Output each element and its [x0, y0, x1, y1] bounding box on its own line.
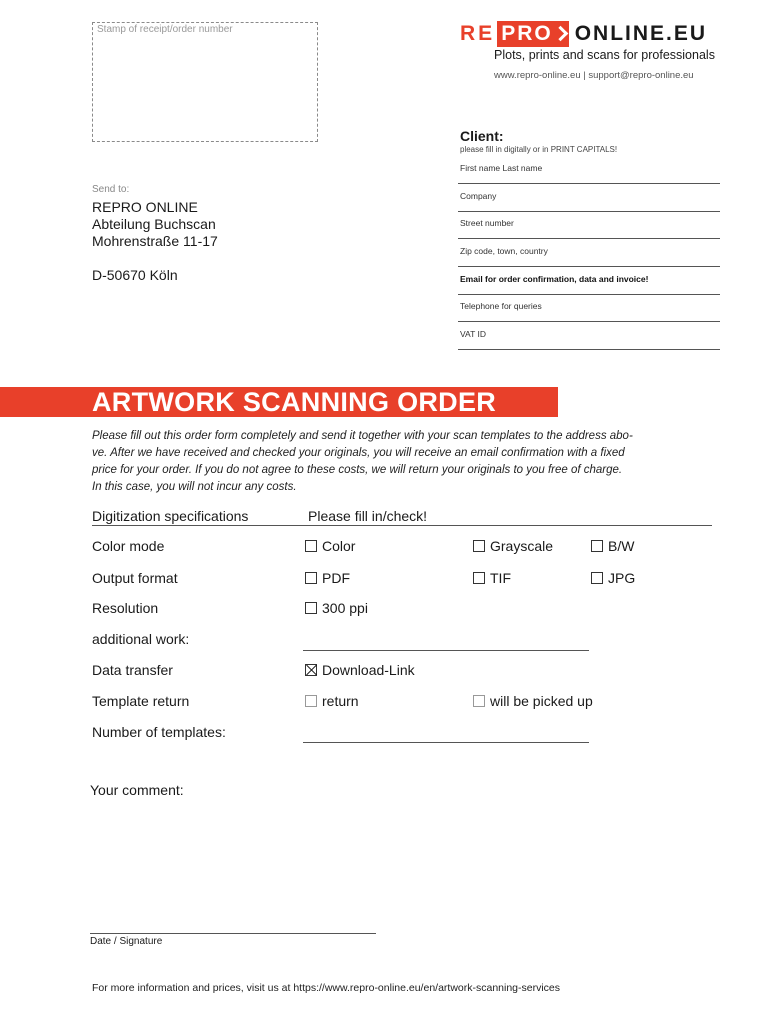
- repro-online-logo: [460, 20, 707, 48]
- sendto-label: Send to:: [92, 184, 130, 195]
- comment-area[interactable]: [90, 802, 710, 922]
- pdf-checkbox[interactable]: [305, 570, 350, 586]
- jpg-checkbox[interactable]: [591, 570, 635, 586]
- field-label: Company: [460, 191, 497, 201]
- num-templates-input[interactable]: [303, 742, 589, 743]
- street-field[interactable]: [458, 215, 720, 239]
- name-field[interactable]: [458, 160, 720, 184]
- checkbox-icon: [473, 572, 485, 584]
- color-mode-label: Color mode: [92, 538, 165, 554]
- option-label: Color: [322, 538, 356, 554]
- checkbox-icon: [591, 572, 603, 584]
- vat-id-field[interactable]: [458, 326, 720, 350]
- option-label: PDF: [322, 570, 350, 586]
- option-label: B/W: [608, 538, 635, 554]
- checkbox-icon: [305, 540, 317, 552]
- stamp-box: [92, 22, 318, 142]
- intro-line: In this case, you will not incur any costs.: [92, 481, 297, 493]
- option-label: TIF: [490, 570, 511, 586]
- checkbox-icon: [473, 540, 485, 552]
- additional-work-label: additional work:: [92, 631, 190, 647]
- zip-town-field[interactable]: [458, 243, 720, 267]
- field-label: Email for order confirmation, data and invoice!: [460, 274, 649, 284]
- checkbox-icon: [473, 695, 485, 707]
- tagline: Plots, prints and scans for professionals: [494, 48, 715, 62]
- num-templates-label: Number of templates:: [92, 724, 226, 740]
- client-note: please fill in digitally or in PRINT CAPITALS!: [460, 145, 618, 154]
- intro-line: price for your order. If you do not agree to these costs, we will return your originals to you free of charge.: [92, 464, 623, 476]
- 300ppi-checkbox[interactable]: [305, 600, 368, 616]
- specs-heading: Digitization specifications: [92, 508, 249, 524]
- tif-checkbox[interactable]: [473, 570, 511, 586]
- stamp-label: Stamp of receipt/order number: [97, 24, 233, 35]
- contact-info: www.repro-online.eu | support@repro-online.eu: [494, 70, 694, 81]
- address-line: D-50670 Köln: [92, 267, 178, 283]
- resolution-label: Resolution: [92, 600, 159, 616]
- specs-heading-fill: Please fill in/check!: [308, 508, 428, 524]
- logo-re: RE: [460, 22, 496, 45]
- intro-line: Please fill out this order form completely and send it together with your scan templates to the address abo-: [92, 430, 633, 442]
- checkbox-icon: [591, 540, 603, 552]
- output-format-label: Output format: [92, 570, 178, 586]
- option-label: return: [322, 693, 359, 709]
- footer-text: For more information and prices, visit us at https://www.repro-online.eu/en/artwork-scanning-services: [92, 982, 561, 994]
- field-label: First name Last name: [460, 163, 543, 173]
- specs-divider: [92, 525, 712, 526]
- signature-line[interactable]: [90, 933, 376, 934]
- address-line: Abteilung Buchscan: [92, 216, 216, 232]
- email-field[interactable]: [458, 271, 720, 295]
- client-title: Client:: [460, 128, 504, 144]
- template-return-label: Template return: [92, 693, 190, 709]
- option-label: Download-Link: [322, 662, 415, 678]
- logo-online: ONLINE.EU: [574, 22, 708, 45]
- field-label: Telephone for queries: [460, 301, 542, 311]
- page-title: ARTWORK SCANNING ORDER: [92, 387, 497, 417]
- signature-label: Date / Signature: [90, 936, 163, 947]
- checkbox-icon: [305, 695, 317, 707]
- additional-work-input[interactable]: [303, 650, 589, 651]
- option-label: will be picked up: [490, 693, 593, 709]
- return-checkbox[interactable]: [305, 693, 359, 709]
- company-field[interactable]: [458, 188, 720, 212]
- checked-checkbox-icon: [305, 664, 317, 676]
- logo-pro: PRO: [497, 21, 569, 47]
- bw-checkbox[interactable]: [591, 538, 634, 554]
- field-label: Zip code, town, country: [460, 246, 548, 256]
- field-label: VAT ID: [460, 329, 486, 339]
- color-checkbox[interactable]: [305, 538, 355, 554]
- option-label: Grayscale: [490, 538, 554, 554]
- checkbox-icon: [305, 602, 317, 614]
- intro-line: ve. After we have received and checked your originals, you will receive an email confirmation with a fixed: [92, 447, 625, 459]
- option-label: 300 ppi: [322, 600, 368, 616]
- option-label: JPG: [608, 570, 636, 586]
- download-link-checkbox[interactable]: [305, 662, 415, 678]
- intro-text: [92, 428, 698, 496]
- address-line: Mohrenstraße 11-17: [92, 233, 218, 249]
- checkbox-icon: [305, 572, 317, 584]
- picked-up-checkbox[interactable]: [473, 693, 593, 709]
- address-line: REPRO ONLINE: [92, 199, 198, 215]
- field-label: Street number: [460, 218, 514, 228]
- data-transfer-label: Data transfer: [92, 662, 173, 678]
- title-banner: [0, 387, 558, 417]
- comment-label: Your comment:: [90, 782, 184, 798]
- grayscale-checkbox[interactable]: [473, 538, 553, 554]
- telephone-field[interactable]: [458, 298, 720, 322]
